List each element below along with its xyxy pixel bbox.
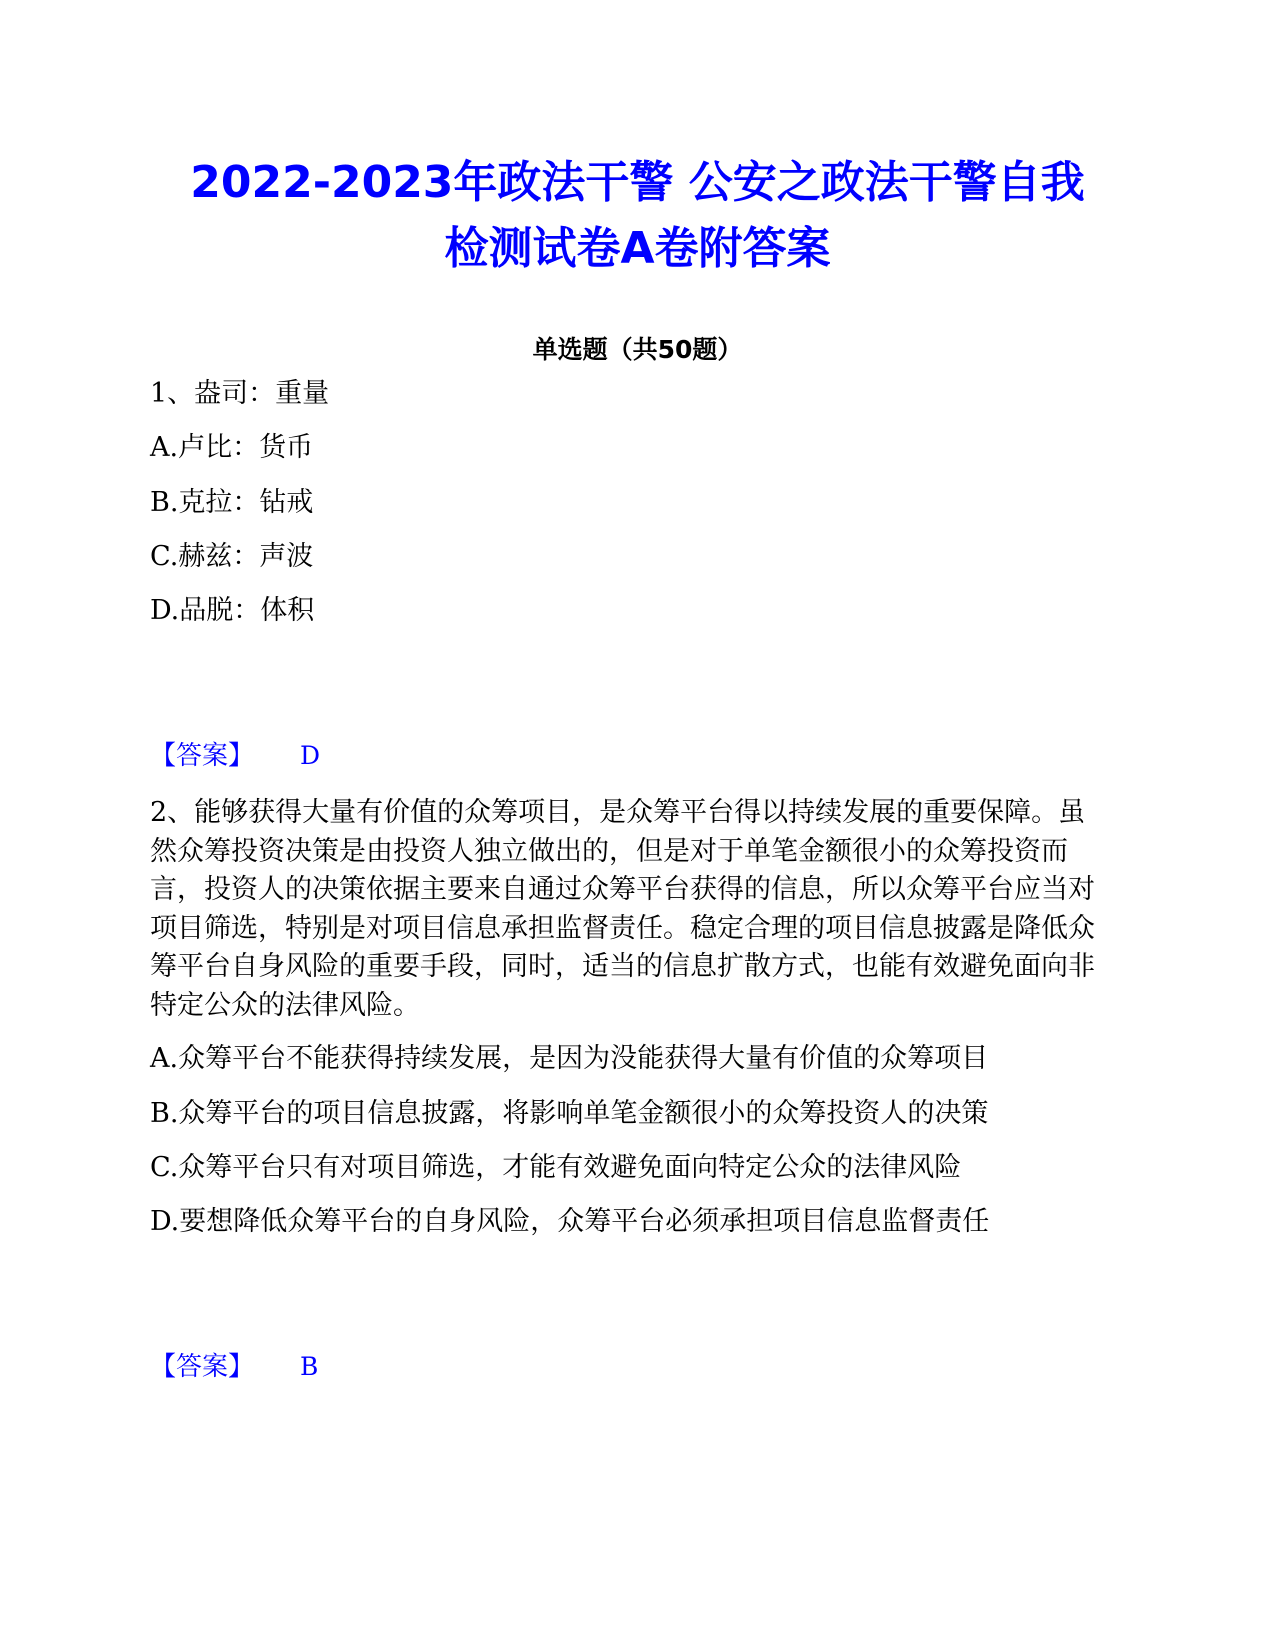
question-2-option-a: A.众筹平台不能获得持续发展，是因为没能获得大量有价值的众筹项目 [150,1043,989,1074]
answer-value: B [300,1352,319,1381]
answer-label: 【答案】 [150,741,255,771]
question-2-option-d: D.要想降低众筹平台的自身风险，众筹平台必须承担项目信息监督责任 [150,1206,990,1237]
page-title [120,150,1155,282]
question-1-option-c: C.赫兹：声波 [150,541,314,572]
page-title-line-2: 检测试卷A卷附答案 [444,223,831,274]
question-1-option-a: A.卢比：货币 [150,432,314,463]
page-title-line-1: 2022-2023年政法干警 公安之政法干警自我 [190,157,1085,208]
question-2-answer [150,1349,318,1385]
question-1-stem: 1、盎司：重量 [150,378,330,409]
question-2-option-b: B.众筹平台的项目信息披露，将影响单笔金额很小的众筹投资人的决策 [150,1098,989,1129]
question-2-stem: 2、能够获得大量有价值的众筹项目，是众筹平台得以持续发展的重要保障。虽然众筹投资决策是由投资人独立做出的，但是对于单笔金额很小的众筹投资而言，投资人的决策依据主要来自通过众筹平台获得的信息，所以众筹平台应当对项目筛选，特别是对项目信息承担监督责任。稳定合理的项目信息披露是降低众筹平台自身风险的重要手段，同时，适当的信息扩散方式，也能有效避免面向非特定公众的法律风险。 [150,797,1095,1021]
question-2-option-c: C.众筹平台只有对项目筛选，才能有效避免面向特定公众的法律风险 [150,1152,962,1183]
question-1-answer [150,738,320,774]
question-1-option-b: B.克拉：钻戒 [150,487,314,518]
answer-value: D [300,741,321,770]
answer-label: 【答案】 [150,1352,255,1382]
section-heading: 单选题（共50题） [532,335,743,364]
question-1-option-d: D.品脱：体积 [150,595,315,626]
